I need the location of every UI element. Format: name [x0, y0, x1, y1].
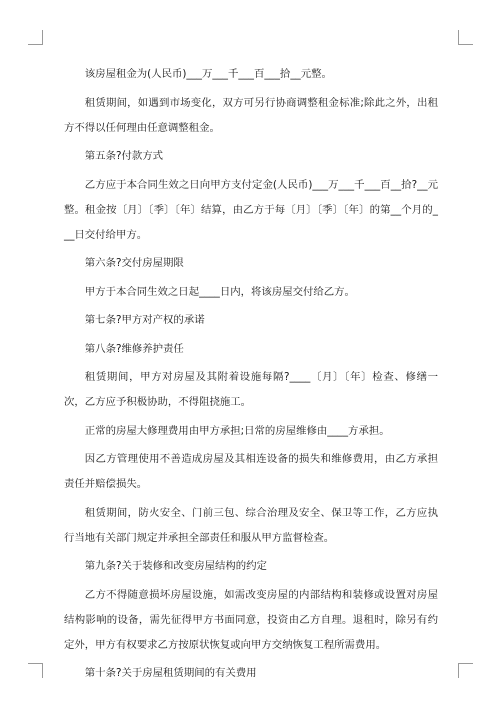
paragraph-payment-method: 乙方应于本合同生效之日向甲方支付定金(人民币)___万___千___百__拾?__元整。租金按〔月〕〔季〕〔年〕结算，由乙方于每〔月〕〔季〕〔年〕的第__个月的___日交付给甲方。 — [64, 178, 438, 241]
article-6-heading: 第六条?交付房屋期限 — [84, 257, 184, 269]
paragraph-renovation-terms: 乙方不得随意损坏房屋设施，如需改变房屋的内部结构和装修或设置对房屋结构影响的设备，需先征得甲方书面同意，投资由乙方自理。退租时，除另有约定外，甲方有权要求乙方按原状恢复或向甲方交纳恢复工程所需费用。 — [64, 588, 438, 651]
paragraph-rent-amount: 该房屋租金为(人民币)___万___千___百___拾__元整。 — [84, 68, 332, 80]
paragraph-damage-liability: 因乙方管理使用不善造成房屋及其相连设备的损失和维修费用，由乙方承担责任并赔偿损失。 — [64, 453, 438, 490]
crop-mark-bottom-left — [28, 663, 43, 678]
article-10-heading: 第十条?关于房屋租赁期间的有关费用 — [84, 667, 257, 679]
article-5-heading: 第五条?付款方式 — [84, 150, 164, 162]
paragraph-safety-duties: 租赁期间，防火安全、门前三包、综合治理及安全、保卫等工作，乙方应执行当地有关部门规定并承担全部责任和服从甲方监督检查。 — [64, 506, 438, 544]
crop-mark-top-right — [458, 30, 473, 45]
article-8-heading: 第八条?维修养护责任 — [84, 342, 184, 355]
paragraph-maintenance-inspection: 租赁期间，甲方对房屋及其附着设施每隔?____〔月〕〔年〕检查、修缮一次，乙方应予积极协助，不得阻挠施工。 — [64, 371, 438, 408]
crop-mark-top-left — [28, 30, 43, 45]
paragraph-delivery-term: 甲方于本合同生效之日起____日内，将该房屋交付给乙方。 — [84, 285, 355, 298]
paragraph-rent-adjustment: 租赁期间，如遇到市场变化，双方可另行协商调整租金标准;除此之外，出租方不得以任何理由任意调整租金。 — [64, 96, 438, 134]
paragraph-repair-costs: 正常的房屋大修理费用由甲方承担;日常的房屋维修由____方承担。 — [84, 424, 390, 437]
article-9-heading: 第九条?关于装修和改变房屋结构的约定 — [84, 560, 267, 572]
document-body — [64, 62, 438, 690]
article-7-heading: 第七条?甲方对产权的承诺 — [84, 314, 205, 326]
crop-mark-bottom-right — [458, 663, 473, 678]
